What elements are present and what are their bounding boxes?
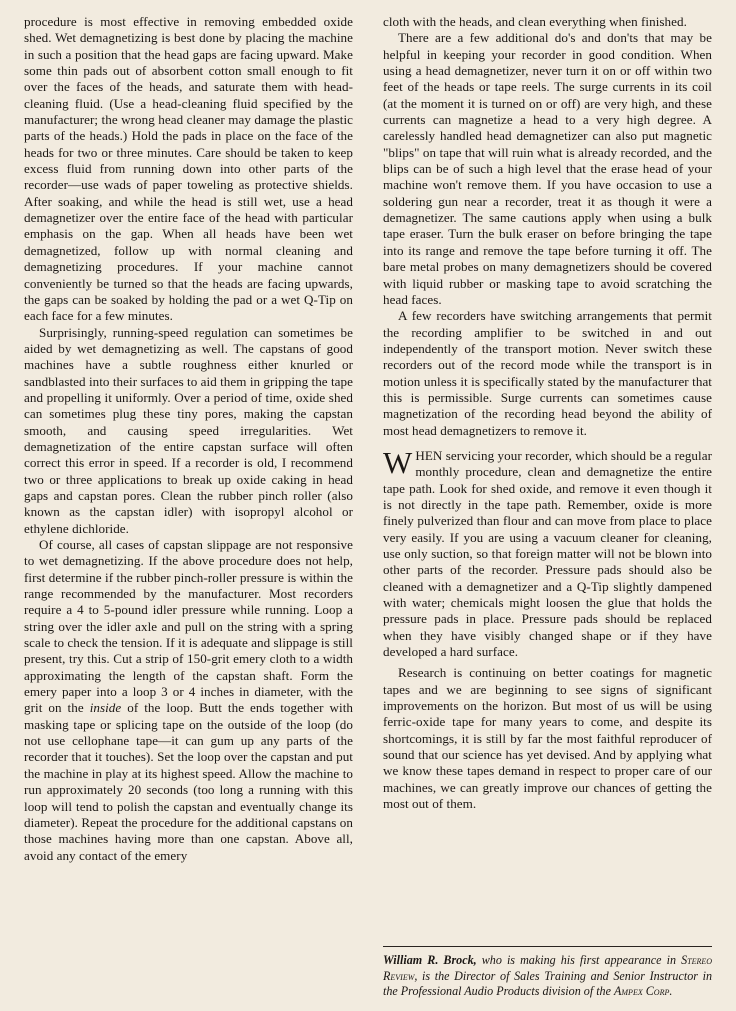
dropcap-body-text: servicing your recorder, which should be a regular monthly procedure, clean and demagnetize the entire tape path. Look for shed oxide, and remove it even though it is not directly in the tape path. Remember, oxide is more finely pulverized than flour and can move from place to place very easily. If you are using a vacuum cleaner for cleaning, use only suction, so that foreign matter will not be blown into other parts of the recorder. Pressure pads should also be cleaned with a demagnetizer and a Q-Tip slightly dampened with water; chemicals might loosen the glue that holds the pressure pads in place. Pressure pads should be replaced when they have visibly changed shape or if they have developed a hard surface. [383,447,712,660]
byline-divider [383,946,712,947]
dropcap-paragraph [383,444,712,660]
paragraph: There are a few additional do's and don'ts that may be helpful in keeping your recorder in good condition. When using a head demagnetizer, never turn it on or off within two feet of the heads or tape reels. The surge currents in its coil (at the moment it is turned on or off) are very high, and these currents can magnetize a head to a very high degree. A carelessly handled head demagnetizer can also put magnetic "blips" on tape that will ruin what is already recorded, and the blips can be of such a high level that the erase head of your machine won't remove them. If you have occasion to use a soldering gun near a recorder, treat it as though it were a demagnetizer. The same cautions apply when using a bulk tape eraser. Turn the bulk eraser on before bringing the tape into its range and remove the tape before turning it off. The bare metal probes on many demagnetizers should be covered with liquid rubber or masking tape to avoid scratching the head faces. [383,30,712,307]
paragraph: Research is continuing on better coatings for magnetic tapes and we are beginning to see signs of significant improvements on the horizon. But most of us will be using ferric-oxide tape for many years to come, and despite its shortcomings, it is still by far the most faithful reproducer of sound that our science has yet devised. And by applying what we know these tapes demand in respect to proper care of our machines, we can greatly improve our chances of getting the most out of them. [383,665,712,812]
paragraph: cloth with the heads, and clean everything when finished. [383,14,687,29]
left-column [24,14,353,1001]
byline-text-1: who is making his first appearance in [476,953,682,968]
two-column-layout [24,14,712,1001]
byline-text-2: , is the Director of Sales Training and Senior Instructor in the Professional Audio Products division of the [383,968,712,998]
magazine-name: Stereo Review [383,953,713,983]
right-column [383,14,712,1001]
author-name: William R. Brock, [383,953,477,968]
company-name: Ampex Corp. [614,983,673,998]
dropcap-smallcaps: HEN [415,447,443,463]
paragraph: Surprisingly, running-speed regulation can sometimes be aided by wet demagnetizing as well. The capstans of good machines have a subtle roughness either knurled or sandblasted into their surfaces to aid them in gripping the tape and propelling it uniformly. Over a period of time, oxide shed can sometimes plug these tiny pores, making the capstan smooth, and causing speed irregularities. Wet demagnetization of the entire capstan surface will often correct this error in speed. If a recorder is old, I recommend two or three applications to break up oxide caking in head gaps and capstan pores. Clean the rubber pinch roller (also known as the capstan idler) with isopropyl alcohol or ethylene dichloride. [24,324,354,536]
byline-block [383,946,712,999]
drop-capital: W [383,444,413,480]
paragraph: Of course, all cases of capstan slippage are not responsive to wet demagnetizing. If the above procedure does not help, first determine if the rubber pinch-roller pressure is within the range recommended by the manufacturer. Most recorders require a 4 to 5-pound idler pressure while running. Loop a string over the idler axle and pull on the string with a spring scale to check the tension. If it is adequate and slippage is still present, try this. Cut a strip of 150-grit emery cloth to a width approximating the length of the capstan shaft. Form the emery paper into a loop 3 or 4 inches in diameter, with the grit on the inside of the loop. Butt the ends together with masking tape or splicing tape on the outside of the loop (do not use cellophane tape—it can gum up any parts of the recorder that it touches). Set the loop over the capstan and put the machine in play at its highest speed. Allow the machine to run approximately 20 seconds (too long a running with this loop will tend to polish the capstan and eventually change its diameter). Repeat the procedure for the additional capstans on those machines having more than one capstan. Above all, avoid any contact of the emery [24,537,353,863]
paragraph: A few recorders have switching arrangements that permit the recording amplifier to be switched in and out independently of the transport motion. Never switch these recorders out of the record mode while the transport is in motion unless it is specifically stated by the manufacturer that this is permissible. Surge currents can sometimes cause magnetization of the recording head beyond the ability of most head demagnetizers to remove it. [383,308,712,438]
author-byline [383,953,712,999]
paragraph: procedure is most effective in removing embedded oxide shed. Wet demagnetizing is best done by placing the machine in such a position that the head gaps are facing upward. Make some thin pads out of absorbent cotton small enough to fit over the faces of the heads, and saturate them with head-cleaning fluid. (Use a head-cleaning fluid specified by the manufacturer; the wrong head cleaner may damage the plastic parts of the heads.) Hold the pads in place on the face of the heads for two or three minutes. Care should be taken to keep excess fluid from running down into other parts of the recorder—use wads of paper toweling as protective shields. After soaking, and while the head is still wet, use a head demagnetizer over the entire face of the head with particular emphasis on the gap. When all heads have been wet demagnetized, follow up with normal cleaning and demagnetizing procedures. If your machine cannot conveniently be turned so that the heads are facing upwards, the gaps can be soaked by holding the pad or a wet Q-Tip on each face for a few minutes. [24,14,353,324]
